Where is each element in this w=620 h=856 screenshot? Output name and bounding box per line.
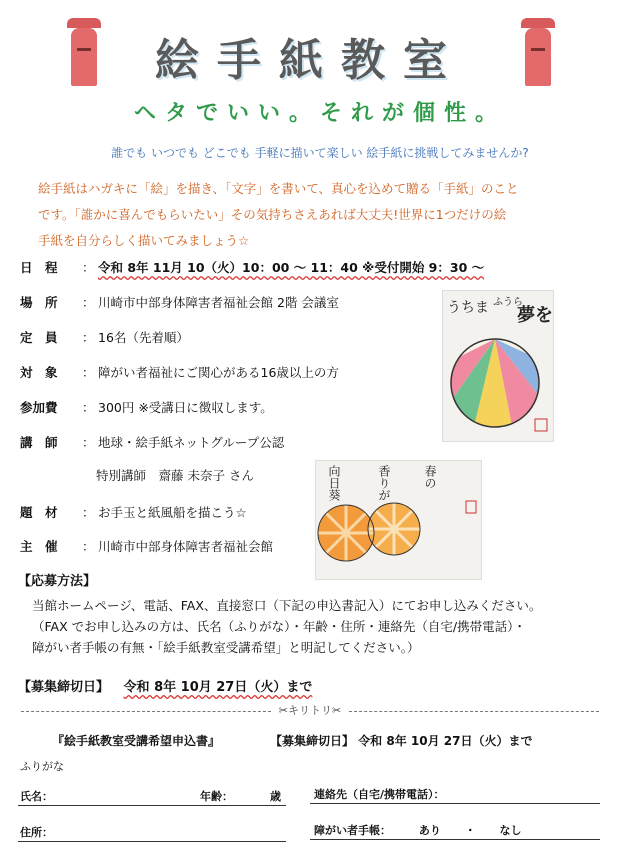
place-row <box>20 293 339 311</box>
cut-dash-left <box>21 711 271 712</box>
date-value: 令和 8年 11月 10（火）10：00 ～ 11：40 ※受付開始 9：30 ～ <box>98 260 485 275</box>
contact-label: 連絡先（自宅/携帯電話）： <box>314 788 445 801</box>
fruit-text-3: 向日葵 <box>327 465 341 501</box>
fruit-text-2: 香りが <box>377 465 391 501</box>
subject-label: 題 材 <box>20 505 58 520</box>
ball-text-3: 夢を <box>517 305 553 326</box>
teacher-row <box>20 433 284 451</box>
furigana-label: ふりがな <box>20 760 64 773</box>
target-label: 対 象 <box>20 365 58 380</box>
handbook-field <box>310 839 600 840</box>
address-field[interactable] <box>18 841 286 842</box>
target-colon: ： <box>82 365 95 380</box>
handbook-row <box>314 822 522 838</box>
teacher-value: 地球・絵手紙ネットグループ公認 <box>98 435 285 450</box>
address-label: 住所： <box>20 826 53 839</box>
form-deadline: 【募集締切日】 令和 8年 10月 27日（火）まで <box>270 734 533 748</box>
handbook-label: 障がい者手帳： <box>314 824 391 837</box>
apply-line-3: 障がい者手帳の有無・「絵手紙教室受講希望」と明記してください。） <box>32 640 420 655</box>
deadline-value: 令和 8年 10月 27日（火）まで <box>123 680 313 695</box>
teacher-label: 講 師 <box>20 435 58 450</box>
fruit-illustration <box>315 460 482 580</box>
subject-value: お手玉と紙風船を描こう☆ <box>98 505 247 520</box>
form-title: 『絵手紙教室受講希望申込書』 <box>52 734 221 748</box>
target-value: 障がい者福祉にご関心がある16歳以上の方 <box>98 365 339 380</box>
post-box-left-icon <box>66 18 102 86</box>
post-box-right-icon <box>520 18 556 86</box>
host-value: 川崎市中部身体障害者福祉会館 <box>98 539 274 554</box>
fee-value: 300円 ※受講日に徴収します。 <box>98 400 273 415</box>
option-separator: ・ <box>464 824 476 837</box>
host-label: 主 催 <box>20 539 58 554</box>
cut-line <box>10 702 610 718</box>
capacity-value: 16名（先着順） <box>98 330 189 345</box>
name-label: 氏名： <box>20 790 53 803</box>
intro-line-2: です。「誰かに喜んでもらいたい」その気持ちさえあれば大丈夫!世界に1つだけの絵 <box>38 207 507 222</box>
place-colon: ： <box>82 295 95 310</box>
page-title: 絵手紙教室 <box>155 35 465 86</box>
fee-row <box>20 398 273 416</box>
subject-colon: ： <box>82 505 95 520</box>
fee-label: 参加費 <box>20 400 58 415</box>
paper-ball-illustration <box>442 290 554 442</box>
date-row <box>20 258 484 276</box>
subtitle: 誰でも いつでも どこでも 手軽に描いて楽しい 絵手紙に挑戦してみませんか? <box>111 146 529 160</box>
cut-dash-right <box>349 711 599 712</box>
capacity-label: 定 員 <box>20 330 58 345</box>
apply-heading: 【応募方法】 <box>18 574 97 589</box>
teacher-colon: ： <box>82 435 95 450</box>
apply-text <box>32 595 602 658</box>
apply-line-2: （FAX でお申し込みの方は、氏名（ふりがな）・年齢・住所・連絡先（自宅/携帯電話）・ <box>32 619 526 634</box>
intro-line-1: 絵手紙はハガキに「絵」を描き、「文字」を書いて、真心を込めて贈る「手紙」のこと <box>38 181 519 196</box>
host-colon: ： <box>82 539 95 554</box>
ball-text-1: うちま <box>447 300 489 316</box>
intro-text <box>38 176 586 254</box>
contact-field[interactable] <box>310 803 600 804</box>
capacity-colon: ： <box>82 330 95 345</box>
capacity-row <box>20 328 189 346</box>
apply-line-1: 当館ホームページ、電話、FAX、直接窓口（下記の申込書記入）にてお申し込みください。 <box>32 598 542 613</box>
cut-label: ✂キリトリ✂ <box>278 704 342 717</box>
host-row <box>20 537 273 555</box>
deadline-label: 【募集締切日】 <box>18 680 110 695</box>
age-label: 年齢： <box>200 790 233 803</box>
deadline-row <box>18 676 312 695</box>
name-field[interactable] <box>18 805 286 806</box>
place-label: 場 所 <box>20 295 58 310</box>
date-label: 日 程 <box>20 260 58 275</box>
fruit-text-1: 春の <box>423 465 437 489</box>
date-colon: ： <box>82 260 95 275</box>
target-row <box>20 363 339 381</box>
fee-colon: ： <box>82 400 95 415</box>
tagline: ヘタでいい。それが個性。 <box>133 101 506 126</box>
ball-text-2: ふうら <box>493 297 523 308</box>
age-unit: 歳 <box>270 790 281 803</box>
option-yes[interactable]: あり <box>418 824 441 837</box>
option-no[interactable]: なし <box>499 824 522 837</box>
subject-row <box>20 503 247 521</box>
special-teacher-row <box>96 466 254 484</box>
special-teacher-value: 特別講師 齋藤 未奈子 さん <box>96 468 254 483</box>
place-value: 川崎市中部身体障害者福祉会館 2階 会議室 <box>98 295 339 310</box>
intro-line-3: 手紙を自分らしく描いてみましょう☆ <box>38 233 250 248</box>
